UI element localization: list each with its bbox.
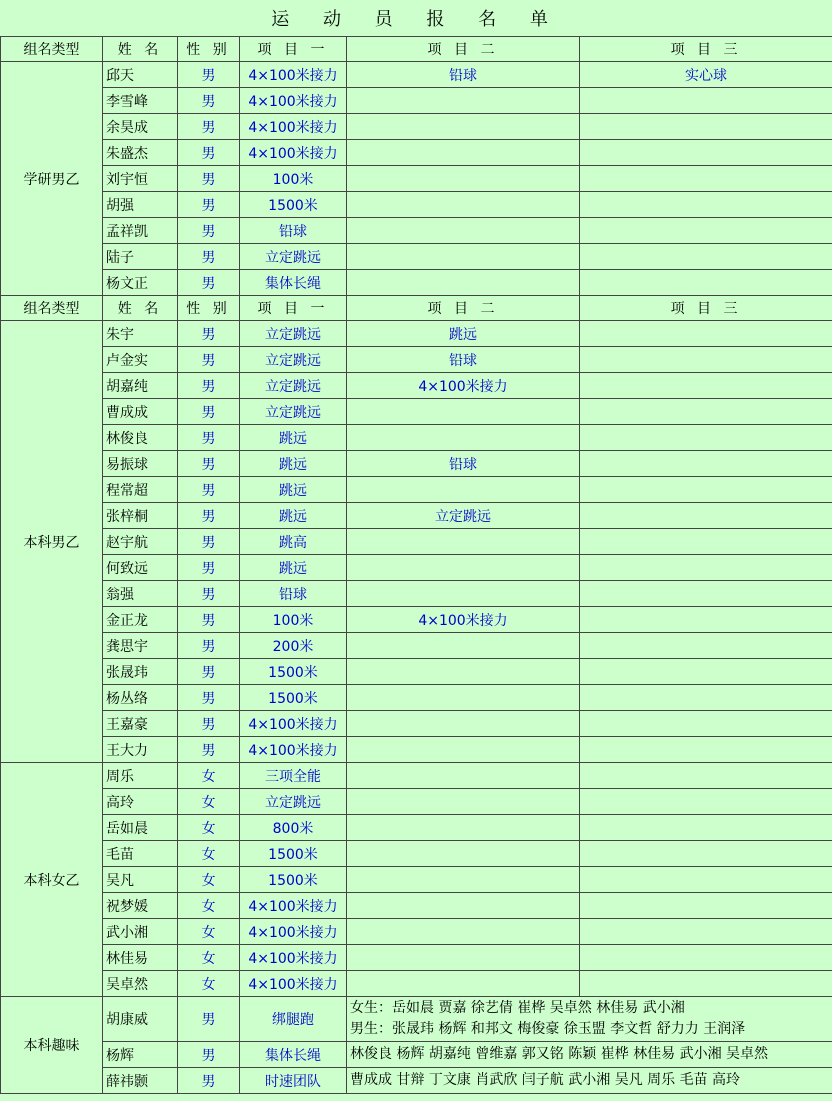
event-3	[580, 893, 832, 919]
table-row	[1, 477, 832, 503]
header-row	[1, 37, 832, 62]
athlete-sex: 男	[178, 529, 240, 555]
table-row	[1, 425, 832, 451]
athlete-name: 朱宇	[103, 321, 178, 347]
event-2	[347, 166, 580, 192]
header-event2: 项 目 二	[347, 296, 580, 321]
athlete-name: 卢金实	[103, 347, 178, 373]
event-2	[347, 919, 580, 945]
athlete-sex: 男	[178, 114, 240, 140]
athlete-sex: 男	[178, 1068, 240, 1094]
event-1: 4×100米接力	[240, 971, 347, 997]
event-1: 集体长绳	[240, 270, 347, 296]
event-1: 跳远	[240, 451, 347, 477]
athlete-name: 易振球	[103, 451, 178, 477]
table-row	[1, 711, 832, 737]
athlete-name: 王大力	[103, 737, 178, 763]
table-row	[1, 685, 832, 711]
event-1: 跳远	[240, 477, 347, 503]
athlete-sex: 男	[178, 555, 240, 581]
event-1: 800米	[240, 815, 347, 841]
event-3	[580, 218, 832, 244]
event-2	[347, 633, 580, 659]
table-row	[1, 789, 832, 815]
event-2	[347, 399, 580, 425]
athlete-sex: 女	[178, 763, 240, 789]
header-sex: 性 别	[178, 296, 240, 321]
event-3	[580, 737, 832, 763]
event-3	[580, 88, 832, 114]
athlete-name: 朱盛杰	[103, 140, 178, 166]
event-3	[580, 451, 832, 477]
event-2	[347, 192, 580, 218]
event-2	[347, 425, 580, 451]
header-name: 姓 名	[103, 37, 178, 62]
athlete-name: 刘宇恒	[103, 166, 178, 192]
table-row	[1, 1068, 832, 1094]
team-member-line: 曹成成 甘辩 丁文康 肖武欣 闫子航 武小湘 吴凡 周乐 毛苗 高玲	[350, 1072, 741, 1088]
event-2	[347, 893, 580, 919]
athlete-sex: 男	[178, 581, 240, 607]
athlete-name: 曹成成	[103, 399, 178, 425]
group-label: 本科趣味	[1, 997, 103, 1094]
event-1: 4×100米接力	[240, 893, 347, 919]
event-3	[580, 555, 832, 581]
event-2	[347, 114, 580, 140]
event-1: 铅球	[240, 218, 347, 244]
event-2: 跳远	[347, 321, 580, 347]
event-3	[580, 685, 832, 711]
event-2	[347, 711, 580, 737]
table-row	[1, 347, 832, 373]
event-3	[580, 399, 832, 425]
table-row	[1, 867, 832, 893]
athlete-sex: 男	[178, 88, 240, 114]
event-2	[347, 971, 580, 997]
event-1: 4×100米接力	[240, 114, 347, 140]
table-row	[1, 503, 832, 529]
event-1: 100米	[240, 607, 347, 633]
event-2	[347, 140, 580, 166]
event-1: 时速团队	[240, 1068, 347, 1094]
event-3	[580, 192, 832, 218]
header-event1: 项 目 一	[240, 296, 347, 321]
athlete-name: 何致远	[103, 555, 178, 581]
athlete-sex: 女	[178, 815, 240, 841]
table-row	[1, 373, 832, 399]
athlete-sex: 男	[178, 270, 240, 296]
table-row	[1, 321, 832, 347]
group-label: 学研男乙	[1, 62, 103, 296]
event-1: 1500米	[240, 841, 347, 867]
event-2: 铅球	[347, 451, 580, 477]
event-1: 跳远	[240, 425, 347, 451]
event-3	[580, 945, 832, 971]
team-member-line: 林俊良 杨辉 胡嘉纯 曾维嘉 郭又铭 陈颖 崔桦 林佳易 武小湘 吴卓然	[350, 1046, 769, 1062]
team-member-line: 男生：张晟玮 杨辉 和邦文 梅俊豪 徐玉盟 李文哲 舒力力 王润泽	[350, 1021, 746, 1037]
athlete-name: 孟祥凯	[103, 218, 178, 244]
team-members	[347, 997, 832, 1042]
athlete-sex: 女	[178, 919, 240, 945]
athlete-name: 杨文正	[103, 270, 178, 296]
event-2	[347, 685, 580, 711]
event-1: 100米	[240, 166, 347, 192]
header-event2: 项 目 二	[347, 37, 580, 62]
event-1: 4×100米接力	[240, 945, 347, 971]
table-row	[1, 581, 832, 607]
header-group: 组名类型	[1, 296, 103, 321]
athlete-name: 李雪峰	[103, 88, 178, 114]
header-group: 组名类型	[1, 37, 103, 62]
event-1: 1500米	[240, 659, 347, 685]
table-row	[1, 192, 832, 218]
athlete-name: 翁强	[103, 581, 178, 607]
table-row	[1, 114, 832, 140]
athlete-sex: 男	[178, 166, 240, 192]
table-row	[1, 763, 832, 789]
team-member-line: 女生：岳如晨 贾嘉 徐艺倩 崔桦 吴卓然 林佳易 武小湘	[350, 1000, 685, 1016]
athlete-name: 胡嘉纯	[103, 373, 178, 399]
event-3	[580, 633, 832, 659]
team-members	[347, 1042, 832, 1068]
table-row	[1, 737, 832, 763]
athlete-sex: 女	[178, 945, 240, 971]
event-3	[580, 815, 832, 841]
athlete-sex: 男	[178, 477, 240, 503]
page-title: 运 动 员 报 名 单	[1, 0, 832, 37]
event-2	[347, 763, 580, 789]
event-3	[580, 347, 832, 373]
event-2	[347, 88, 580, 114]
event-1: 4×100米接力	[240, 919, 347, 945]
athlete-name: 杨辉	[103, 1042, 178, 1068]
event-1: 三项全能	[240, 763, 347, 789]
table-row	[1, 815, 832, 841]
event-1: 跳远	[240, 503, 347, 529]
table-row	[1, 919, 832, 945]
event-3	[580, 607, 832, 633]
event-1: 4×100米接力	[240, 737, 347, 763]
table-row	[1, 218, 832, 244]
event-3	[580, 841, 832, 867]
table-row	[1, 997, 832, 1042]
event-2	[347, 477, 580, 503]
athlete-sex: 男	[178, 633, 240, 659]
athlete-sex: 男	[178, 244, 240, 270]
event-1: 立定跳远	[240, 347, 347, 373]
athlete-name: 高玲	[103, 789, 178, 815]
athlete-name: 武小湘	[103, 919, 178, 945]
event-2	[347, 581, 580, 607]
athlete-name: 毛苗	[103, 841, 178, 867]
athlete-name: 岳如晨	[103, 815, 178, 841]
event-3	[580, 503, 832, 529]
event-1: 1500米	[240, 867, 347, 893]
table-row	[1, 244, 832, 270]
athlete-sex: 男	[178, 347, 240, 373]
athlete-name: 林俊良	[103, 425, 178, 451]
event-1: 200米	[240, 633, 347, 659]
event-1: 跳高	[240, 529, 347, 555]
table-row	[1, 893, 832, 919]
athlete-sex: 男	[178, 373, 240, 399]
event-3	[580, 971, 832, 997]
athlete-sex: 男	[178, 425, 240, 451]
event-2: 立定跳远	[347, 503, 580, 529]
event-2	[347, 244, 580, 270]
athlete-name: 陆子	[103, 244, 178, 270]
athlete-name: 林佳易	[103, 945, 178, 971]
event-2	[347, 529, 580, 555]
event-3	[580, 711, 832, 737]
header-name: 姓 名	[103, 296, 178, 321]
event-3	[580, 529, 832, 555]
event-2: 4×100米接力	[347, 373, 580, 399]
event-3	[580, 321, 832, 347]
event-1: 1500米	[240, 685, 347, 711]
event-2	[347, 737, 580, 763]
athlete-name: 余昊成	[103, 114, 178, 140]
event-3	[580, 477, 832, 503]
athlete-name: 邱天	[103, 62, 178, 88]
table-row	[1, 659, 832, 685]
athlete-name: 杨丛络	[103, 685, 178, 711]
event-3: 实心球	[580, 62, 832, 88]
table-row	[1, 399, 832, 425]
event-2	[347, 841, 580, 867]
event-3	[580, 270, 832, 296]
athlete-name: 胡康威	[103, 997, 178, 1042]
event-1: 立定跳远	[240, 321, 347, 347]
athlete-sex: 男	[178, 140, 240, 166]
event-1: 跳远	[240, 555, 347, 581]
event-1: 立定跳远	[240, 244, 347, 270]
athlete-sex: 男	[178, 997, 240, 1042]
athlete-sex: 男	[178, 192, 240, 218]
header-row	[1, 296, 832, 321]
event-2: 铅球	[347, 347, 580, 373]
event-1: 1500米	[240, 192, 347, 218]
team-members	[347, 1068, 832, 1094]
athlete-sex: 男	[178, 218, 240, 244]
event-2	[347, 867, 580, 893]
event-1: 立定跳远	[240, 399, 347, 425]
event-3	[580, 425, 832, 451]
event-2	[347, 218, 580, 244]
athlete-sex: 女	[178, 893, 240, 919]
event-3	[580, 763, 832, 789]
event-2	[347, 555, 580, 581]
event-3	[580, 659, 832, 685]
event-3	[580, 919, 832, 945]
event-1: 集体长绳	[240, 1042, 347, 1068]
athlete-name: 王嘉豪	[103, 711, 178, 737]
athlete-sex: 男	[178, 607, 240, 633]
event-2	[347, 789, 580, 815]
athlete-name: 薛祎颢	[103, 1068, 178, 1094]
event-3	[580, 581, 832, 607]
athlete-name: 龚思宇	[103, 633, 178, 659]
athlete-sex: 女	[178, 789, 240, 815]
event-1: 4×100米接力	[240, 711, 347, 737]
athlete-sex: 男	[178, 685, 240, 711]
event-1: 铅球	[240, 581, 347, 607]
athlete-name: 金正龙	[103, 607, 178, 633]
event-3	[580, 114, 832, 140]
athlete-name: 吴凡	[103, 867, 178, 893]
athlete-sex: 女	[178, 867, 240, 893]
athlete-sex: 女	[178, 971, 240, 997]
header-event3: 项 目 三	[580, 37, 832, 62]
event-1: 4×100米接力	[240, 140, 347, 166]
event-2	[347, 659, 580, 685]
table-row	[1, 140, 832, 166]
athlete-name: 祝梦媛	[103, 893, 178, 919]
athlete-sex: 男	[178, 321, 240, 347]
event-3	[580, 789, 832, 815]
event-1: 立定跳远	[240, 373, 347, 399]
table-row	[1, 555, 832, 581]
event-1: 4×100米接力	[240, 62, 347, 88]
athlete-name: 赵宇航	[103, 529, 178, 555]
athlete-sex: 男	[178, 451, 240, 477]
athlete-name: 张晟玮	[103, 659, 178, 685]
table-row	[1, 451, 832, 477]
header-event1: 项 目 一	[240, 37, 347, 62]
event-2: 4×100米接力	[347, 607, 580, 633]
athlete-sex: 女	[178, 841, 240, 867]
athlete-name: 胡强	[103, 192, 178, 218]
table-row	[1, 945, 832, 971]
athlete-name: 程常超	[103, 477, 178, 503]
athlete-sex: 男	[178, 711, 240, 737]
event-3	[580, 166, 832, 192]
athlete-sex: 男	[178, 399, 240, 425]
event-1: 4×100米接力	[240, 88, 347, 114]
athlete-sex: 男	[178, 659, 240, 685]
event-3	[580, 373, 832, 399]
athlete-name: 张梓桐	[103, 503, 178, 529]
athlete-name: 吴卓然	[103, 971, 178, 997]
table-row	[1, 166, 832, 192]
table-row	[1, 270, 832, 296]
event-1: 绑腿跑	[240, 997, 347, 1042]
group-label: 本科女乙	[1, 763, 103, 997]
table-row	[1, 971, 832, 997]
header-event3: 项 目 三	[580, 296, 832, 321]
event-2	[347, 815, 580, 841]
table-row	[1, 62, 832, 88]
event-3	[580, 244, 832, 270]
event-2	[347, 945, 580, 971]
header-sex: 性 别	[178, 37, 240, 62]
event-3	[580, 867, 832, 893]
athlete-sex: 男	[178, 1042, 240, 1068]
table-row	[1, 841, 832, 867]
table-row	[1, 1042, 832, 1068]
event-2	[347, 270, 580, 296]
table-row	[1, 88, 832, 114]
athlete-sex: 男	[178, 737, 240, 763]
table-row	[1, 529, 832, 555]
event-1: 立定跳远	[240, 789, 347, 815]
event-2: 铅球	[347, 62, 580, 88]
athlete-sex: 男	[178, 62, 240, 88]
table-row	[1, 607, 832, 633]
event-3	[580, 140, 832, 166]
athlete-name: 周乐	[103, 763, 178, 789]
group-label: 本科男乙	[1, 321, 103, 763]
table-row	[1, 633, 832, 659]
athlete-sex: 男	[178, 503, 240, 529]
